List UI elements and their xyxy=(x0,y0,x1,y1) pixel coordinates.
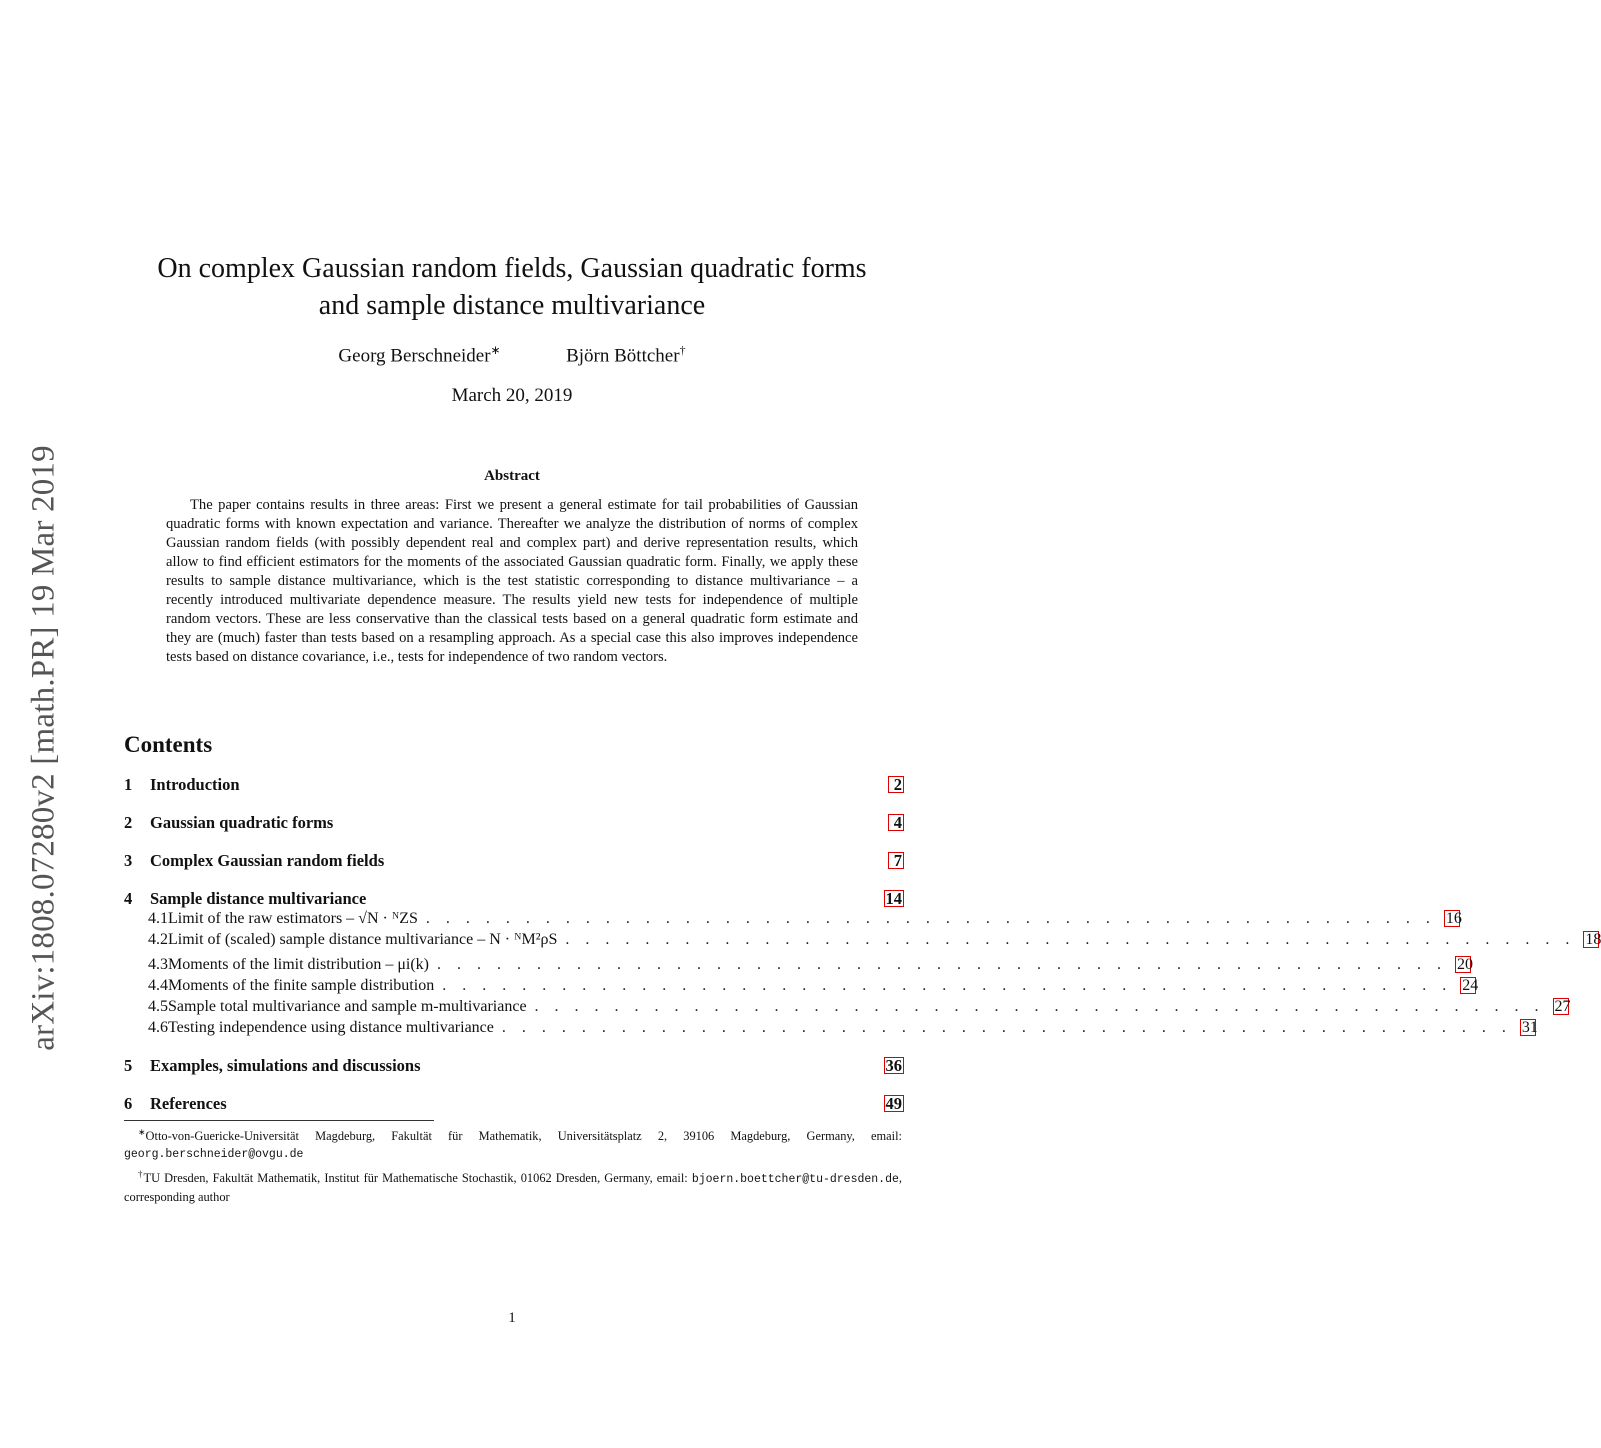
author-2-mark[interactable]: † xyxy=(679,343,686,357)
toc-number: 4 xyxy=(124,889,133,908)
toc-number: 4.6 xyxy=(148,1019,168,1036)
toc-number: 4.2 xyxy=(148,931,168,948)
toc-number: 4.4 xyxy=(148,977,168,994)
abstract-heading: Abstract xyxy=(484,468,540,484)
author-2-name: Björn Böttcher xyxy=(566,345,680,367)
toc-number: 4.1 xyxy=(148,910,168,927)
toc-label[interactable]: Sample total multivariance and sample m-multivariance xyxy=(168,998,527,1015)
toc-page-link[interactable]: 14 xyxy=(885,889,902,908)
toc-number: 2 xyxy=(124,813,133,832)
footnotes xyxy=(124,1124,902,1208)
paper-title xyxy=(0,250,1024,324)
toc-entry-4-6[interactable] xyxy=(124,1019,1538,1037)
toc-label[interactable]: Moments of the limit distribution – μi(k) xyxy=(168,956,430,973)
toc-entry-2[interactable] xyxy=(124,813,904,833)
toc-page-link[interactable]: 27 xyxy=(1554,998,1571,1015)
title-line-1: On complex Gaussian random fields, Gaussian quadratic forms xyxy=(157,253,867,284)
toc-page-link[interactable]: 24 xyxy=(1462,977,1479,994)
toc-entry-4-4[interactable] xyxy=(124,977,1479,995)
toc-page-link[interactable]: 16 xyxy=(1445,910,1462,927)
toc-entry-1[interactable] xyxy=(124,775,904,795)
title-line-2: and sample distance multivariance xyxy=(318,290,706,321)
toc-entry-4-5[interactable] xyxy=(124,998,1571,1016)
toc-leader-dots: . . . . . . . . . . . . . . . . . . . . . . . . . . . . . . . . . . . . . . . . . . . . . . . . . . . xyxy=(437,956,1448,973)
footnote-text: Otto-von-Guericke-Universität Magdeburg, Fakultät für Mathematik, Universitätsplatz 2, 39106 Magdeburg, Germany, email: xyxy=(145,1129,902,1144)
toc-label[interactable]: Limit of the raw estimators – √N · ᴺZS xyxy=(168,910,418,927)
toc-label[interactable]: Moments of the finite sample distribution xyxy=(168,977,435,994)
footnote-mark: † xyxy=(138,1169,144,1180)
toc-entry-4-2[interactable] xyxy=(124,931,1601,949)
footnote-email-link[interactable]: georg.berschneider@ovgu.de xyxy=(124,1147,304,1161)
toc-label[interactable]: Introduction xyxy=(150,775,240,794)
author-1-name: Georg Berschneider xyxy=(338,345,491,367)
paper-date: March 20, 2019 xyxy=(451,385,573,406)
page-number: 1 xyxy=(508,1310,516,1326)
toc-entry-4-3[interactable] xyxy=(124,956,1474,974)
toc-label[interactable]: References xyxy=(150,1094,227,1113)
toc-page-link[interactable]: 49 xyxy=(885,1094,902,1113)
toc-page-link[interactable]: 2 xyxy=(888,776,904,793)
toc-number: 4.5 xyxy=(148,998,168,1015)
toc-leader-dots: . . . . . . . . . . . . . . . . . . . . . . . . . . . . . . . . . . . . . . . . . . . . . . . . . . . xyxy=(425,910,1436,927)
toc-number: 6 xyxy=(124,1094,133,1113)
toc-label[interactable]: Sample distance multivariance xyxy=(150,889,367,908)
toc-page-link[interactable]: 4 xyxy=(888,814,904,831)
toc-entry-3[interactable] xyxy=(124,851,904,871)
toc-page-link[interactable]: 7 xyxy=(888,852,904,869)
toc-entry-6[interactable] xyxy=(124,1094,904,1114)
footnote-text: TU Dresden, Fakultät Mathematik, Institut für Mathematische Stochastik, 01062 Dresden, Germany, email: xyxy=(143,1171,692,1186)
contents-heading: Contents xyxy=(124,732,213,757)
toc-page-link[interactable]: 20 xyxy=(1457,956,1474,973)
toc-label[interactable]: Examples, simulations and discussions xyxy=(150,1056,421,1075)
toc-page-link[interactable]: 36 xyxy=(885,1056,902,1075)
toc-page-link[interactable]: 31 xyxy=(1521,1019,1538,1036)
toc-number: 3 xyxy=(124,851,133,870)
footnote-tail: , corresponding author xyxy=(124,1171,902,1204)
toc-leader-dots: . . . . . . . . . . . . . . . . . . . . . . . . . . . . . . . . . . . . . . . . . . . . . . . . . . . xyxy=(442,977,1453,994)
footnote-2 xyxy=(124,1166,902,1205)
abstract-text: The paper contains results in three areas: First we present a general estimate for tail probabilities of Gaussian quadratic forms with known expectation and variance. Thereafter we analyze the distribution of norms of complex Gaussian random fields (with possibly dependent real and complex part) and derive representation results, which allow to find efficient estimators for the moments of the associated Gaussian quadratic form. Finally, we apply these results to sample distance multivariance, which is the test statistic corresponding to distance multivariance – a recently introduced multivariate dependence measure. The results yield new tests for independence of multiple random vectors. These are less conservative than the classical tests based on a general quadratic form estimate and they are (much) faster than tests based on a resampling approach. As a special case this also improves independence tests based on distance covariance, i.e., tests for independence of two random vectors. xyxy=(166,497,858,665)
footnote-email-link[interactable]: bjoern.boettcher@tu-dresden.de xyxy=(691,1173,899,1187)
toc-number: 1 xyxy=(124,775,133,794)
author-1-mark[interactable]: ∗ xyxy=(490,343,501,357)
footnote-1 xyxy=(124,1124,902,1163)
toc-label[interactable]: Gaussian quadratic forms xyxy=(150,813,334,832)
authors xyxy=(0,343,1024,367)
toc-number: 5 xyxy=(124,1056,133,1075)
toc-label[interactable]: Limit of (scaled) sample distance multivariance – N · ᴺM²ρS xyxy=(168,931,558,948)
toc-entry-4[interactable] xyxy=(124,889,904,909)
toc-page-link[interactable]: 18 xyxy=(1585,931,1601,948)
toc-leader-dots: . . . . . . . . . . . . . . . . . . . . . . . . . . . . . . . . . . . . . . . . . . . . . . . . . . . xyxy=(565,931,1576,948)
toc-leader-dots: . . . . . . . . . . . . . . . . . . . . . . . . . . . . . . . . . . . . . . . . . . . . . . . . . . . xyxy=(534,998,1545,1015)
toc-leader-dots: . . . . . . . . . . . . . . . . . . . . . . . . . . . . . . . . . . . . . . . . . . . . . . . . . . . xyxy=(501,1019,1512,1036)
toc-label[interactable]: Complex Gaussian random fields xyxy=(150,851,385,870)
footnote-rule xyxy=(124,1120,434,1121)
toc-label[interactable]: Testing independence using distance multivariance xyxy=(168,1019,494,1036)
arxiv-identifier: arXiv:1808.07280v2 [math.PR] 19 Mar 2019 xyxy=(25,445,62,1051)
footnote-mark: ∗ xyxy=(138,1127,146,1137)
toc-entry-4-1[interactable] xyxy=(124,910,1462,928)
toc-entry-5[interactable] xyxy=(124,1056,904,1076)
toc-number: 4.3 xyxy=(148,956,168,973)
